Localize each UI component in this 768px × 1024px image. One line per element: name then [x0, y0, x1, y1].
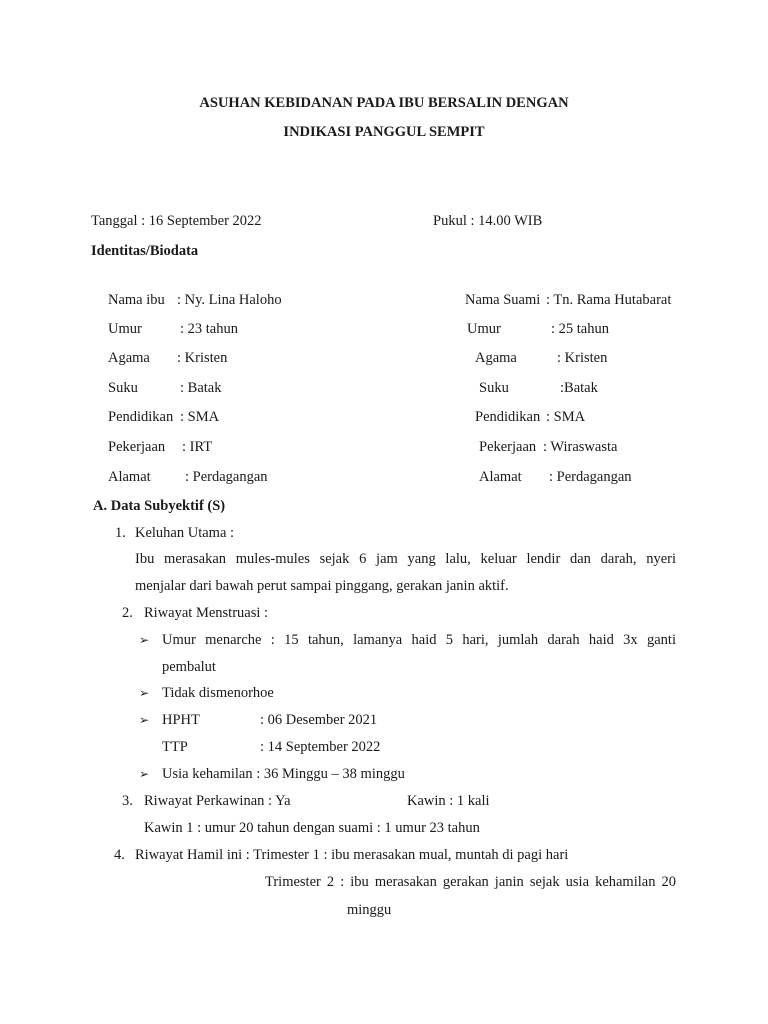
identity-heading: Identitas/Biodata [91, 243, 199, 259]
item-2-number: 2. [122, 605, 133, 621]
mother-age-label: Umur [108, 321, 142, 337]
husband-education-label: Pendidikan [475, 409, 541, 425]
bullet-arrow-icon: ➢ [139, 767, 150, 781]
marriage-count: Kawin : 1 kali [407, 793, 490, 809]
item-4-text-line-1: Riwayat Hamil ini : Trimester 1 : ibu merasakan mual, muntah di pagi hari [135, 847, 569, 863]
section-a-heading: A. Data Subyektif (S) [93, 498, 226, 514]
husband-occupation-value: : Wiraswasta [543, 439, 618, 455]
item-1-text-line-2: menjalar dari bawah perut sampai pinggang, gerakan janin aktif. [135, 578, 509, 594]
husband-occupation-label: Pekerjaan [479, 439, 537, 455]
item-3-number: 3. [122, 793, 133, 809]
mother-occupation-value: : IRT [182, 439, 213, 455]
husband-ethnicity-value: :Batak [560, 380, 598, 396]
menstruation-bullet-1-line-1: Umur menarche : 15 tahun, lamanya haid 5 hari, jumlah darah haid 3x ganti [162, 632, 676, 648]
husband-name-value: : Tn. Rama Hutabarat [546, 292, 672, 308]
mother-religion-label: Agama [108, 350, 150, 366]
husband-age-value: : 25 tahun [551, 321, 609, 337]
document-title-line-2: INDIKASI PANGGUL SEMPIT [283, 124, 485, 140]
bullet-arrow-icon: ➢ [139, 713, 150, 727]
bullet-arrow-icon: ➢ [139, 686, 150, 700]
hpht-value: : 06 Desember 2021 [260, 712, 378, 728]
item-4-text-line-2: Trimester 2 : ibu merasakan gerakan janin sejak usia kehamilan 20 [265, 874, 676, 890]
item-1-number: 1. [115, 525, 126, 541]
mother-name-value: : Ny. Lina Haloho [177, 292, 282, 308]
mother-education-value: : SMA [180, 409, 220, 425]
item-4-text-line-3: minggu [347, 902, 392, 918]
mother-age-value: : 23 tahun [180, 321, 238, 337]
mother-address-label: Alamat [108, 469, 151, 485]
mother-name-label: Nama ibu [108, 292, 165, 308]
husband-religion-value: : Kristen [557, 350, 608, 366]
date-field: Tanggal : 16 September 2022 [91, 213, 262, 229]
ttp-label: TTP [162, 739, 188, 755]
husband-address-label: Alamat [479, 469, 522, 485]
item-2-title: Riwayat Menstruasi : [144, 605, 269, 621]
mother-ethnicity-label: Suku [108, 380, 138, 396]
husband-education-value: : SMA [546, 409, 586, 425]
time-field: Pukul : 14.00 WIB [433, 213, 543, 229]
husband-religion-label: Agama [475, 350, 517, 366]
ttp-value: : 14 September 2022 [260, 739, 381, 755]
item-1-title: Keluhan Utama : [135, 525, 235, 541]
item-4-number: 4. [114, 847, 125, 863]
item-1-text-line-1: Ibu merasakan mules-mules sejak 6 jam yang lalu, keluar lendir dan darah, nyeri [135, 551, 676, 567]
menstruation-bullet-2: Tidak dismenorhoe [162, 685, 274, 701]
mother-ethnicity-value: : Batak [180, 380, 222, 396]
mother-religion-value: : Kristen [177, 350, 228, 366]
husband-ethnicity-label: Suku [479, 380, 509, 396]
item-3-title: Riwayat Perkawinan : Ya [144, 793, 291, 809]
mother-occupation-label: Pekerjaan [108, 439, 166, 455]
husband-age-label: Umur [467, 321, 501, 337]
bullet-arrow-icon: ➢ [139, 633, 150, 647]
menstruation-bullet-4: Usia kehamilan : 36 Minggu – 38 minggu [162, 766, 405, 782]
husband-name-label: Nama Suami [465, 292, 541, 308]
document-title-line-1: ASUHAN KEBIDANAN PADA IBU BERSALIN DENGAN [199, 95, 569, 111]
marriage-detail: Kawin 1 : umur 20 tahun dengan suami : 1 umur 23 tahun [144, 820, 480, 836]
hpht-label: HPHT [162, 712, 200, 728]
husband-address-value: : Perdagangan [549, 469, 632, 485]
mother-education-label: Pendidikan [108, 409, 174, 425]
mother-address-value: : Perdagangan [185, 469, 268, 485]
menstruation-bullet-1-line-2: pembalut [162, 659, 216, 675]
